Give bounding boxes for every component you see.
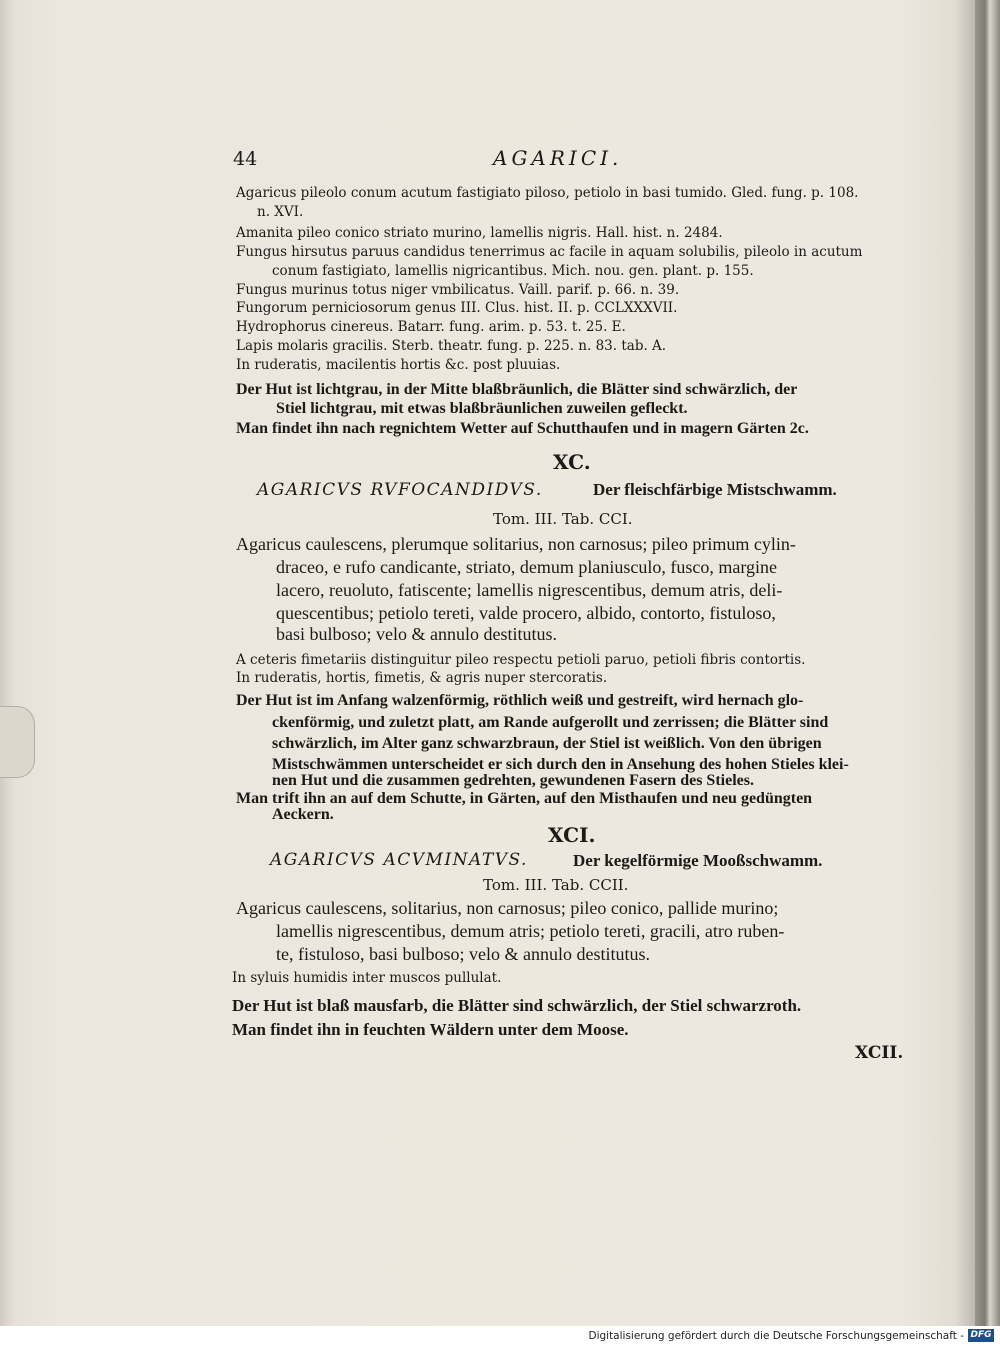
section-number: XCI. xyxy=(548,823,596,847)
diagnosis-line: te, fistuloso, basi bulboso; velo & annulo destitutus. xyxy=(276,944,650,964)
synonym-line: Agaricus pileolo conum acutum fastigiato piloso, petiolo in basi tumido. Gled. fung. p. 108. xyxy=(236,185,859,201)
synonym-line: Fungus hirsutus paruus candidus tenerrimus ac facile in aquam solubilis, pileolo in acutum xyxy=(236,244,863,260)
page-clip-tab xyxy=(0,706,35,778)
diagnosis-line: basi bulboso; velo & annulo destitutus. xyxy=(276,624,557,644)
section-number: XC. xyxy=(553,450,591,474)
german-line: ckenförmig, und zuletzt platt, am Rande aufgerollt und zerrissen; die Blätter sind xyxy=(272,714,829,731)
diagnosis-line: lacero, reuoluto, fatiscente; lamellis nigrescentibus, demum atris, deli- xyxy=(276,580,783,600)
synonym-line: Lapis molaris gracilis. Sterb. theatr. fung. p. 225. n. 83. tab. A. xyxy=(236,338,667,354)
synonym-line: conum fastigiato, lamellis nigricantibus. Mich. nou. gen. plant. p. 155. xyxy=(272,263,754,279)
german-line: nen Hut und die zusammen gedrehten, gewundenen Fasern des Stieles. xyxy=(272,772,754,789)
footer-text: Digitalisierung gefördert durch die Deutsche Forschungsgemeinschaft - xyxy=(588,1330,964,1342)
diagnosis-line: draceo, e rufo candicante, striato, demum planiusculo, fusco, margine xyxy=(276,557,777,577)
diagnosis-line: quescentibus; petiolo tereti, valde procero, albido, contorto, fistuloso, xyxy=(276,603,776,623)
diagnosis-line: lamellis nigrescentibus, demum atris; petiolo tereti, gracili, atro ruben- xyxy=(276,921,785,941)
synonym-line: Hydrophorus cinereus. Batarr. fung. arim. p. 53. t. 25. E. xyxy=(236,319,626,335)
catchword: XCII. xyxy=(855,1043,904,1063)
habitat-line: In ruderatis, hortis, fimetis, & agris nuper stercoratis. xyxy=(236,670,608,686)
species-latin-name: AGARICVS RVFOCANDIDVS. xyxy=(257,480,543,500)
species-german-name: Der kegelförmige Mooßschwamm. xyxy=(573,851,823,870)
diagnosis-line: Agaricus caulescens, plerumque solitarius, non carnosus; pileo primum cylin- xyxy=(236,534,796,554)
synonym-line: Amanita pileo conico striato murino, lamellis nigris. Hall. hist. n. 2484. xyxy=(236,225,723,241)
synonym-line: Fungorum perniciosorum genus III. Clus. hist. II. p. CCLXXXVII. xyxy=(236,300,678,316)
habitat-line: In syluis humidis inter muscos pullulat. xyxy=(232,970,502,986)
habitat-line: In ruderatis, macilentis hortis &c. post pluuias. xyxy=(236,357,561,373)
german-line: Stiel lichtgrau, mit etwas blaßbräunlichen zuweilen gefleckt. xyxy=(276,400,688,417)
german-line: Aeckern. xyxy=(272,806,334,823)
book-gutter xyxy=(975,0,1000,1326)
running-title: AGARICI. xyxy=(493,146,623,170)
german-line: Man findet ihn nach regnichtem Wetter auf Schutthaufen und in magern Gärten 2c. xyxy=(236,420,809,437)
plate-reference: Tom. III. Tab. CCII. xyxy=(483,876,629,894)
diagnosis-line: Agaricus caulescens, solitarius, non carnosus; pileo conico, pallide murino; xyxy=(236,898,779,918)
german-line: Man findet ihn in feuchten Wäldern unter dem Moose. xyxy=(232,1020,629,1039)
german-line: Der Hut ist lichtgrau, in der Mitte blaßbräunlich, die Blätter sind schwärzlich, der xyxy=(236,381,798,398)
german-line: Der Hut ist blaß mausfarb, die Blätter sind schwärzlich, der Stiel schwarzroth. xyxy=(232,996,802,1015)
plate-reference: Tom. III. Tab. CCI. xyxy=(493,510,633,528)
german-line: Der Hut ist im Anfang walzenförmig, röthlich weiß und gestreift, wird hernach glo- xyxy=(236,692,804,709)
page-number: 44 xyxy=(233,148,258,170)
german-line: Mistschwämmen unterscheidet er sich durch den in Ansehung des hohen Stieles klei- xyxy=(272,756,849,773)
note-line: A ceteris fimetariis distinguitur pileo respectu petioli paruo, petioli fibris contortis. xyxy=(236,652,806,668)
german-line: schwärzlich, im Alter ganz schwarzbraun, der Stiel ist weißlich. Von den übrigen xyxy=(272,735,822,752)
species-german-name: Der fleischfärbige Mistschwamm. xyxy=(593,480,837,499)
footer-bar xyxy=(0,1326,1000,1346)
species-latin-name: AGARICVS ACVMINATVS. xyxy=(270,850,528,870)
synonym-line: n. XVI. xyxy=(257,204,304,220)
dfg-logo-icon: DFG xyxy=(968,1329,994,1342)
synonym-line: Fungus murinus totus niger vmbilicatus. Vaill. parif. p. 66. n. 39. xyxy=(236,282,680,298)
german-line: Man trift ihn an auf dem Schutte, in Gärten, auf den Misthaufen und neu gedüngten xyxy=(236,790,813,807)
